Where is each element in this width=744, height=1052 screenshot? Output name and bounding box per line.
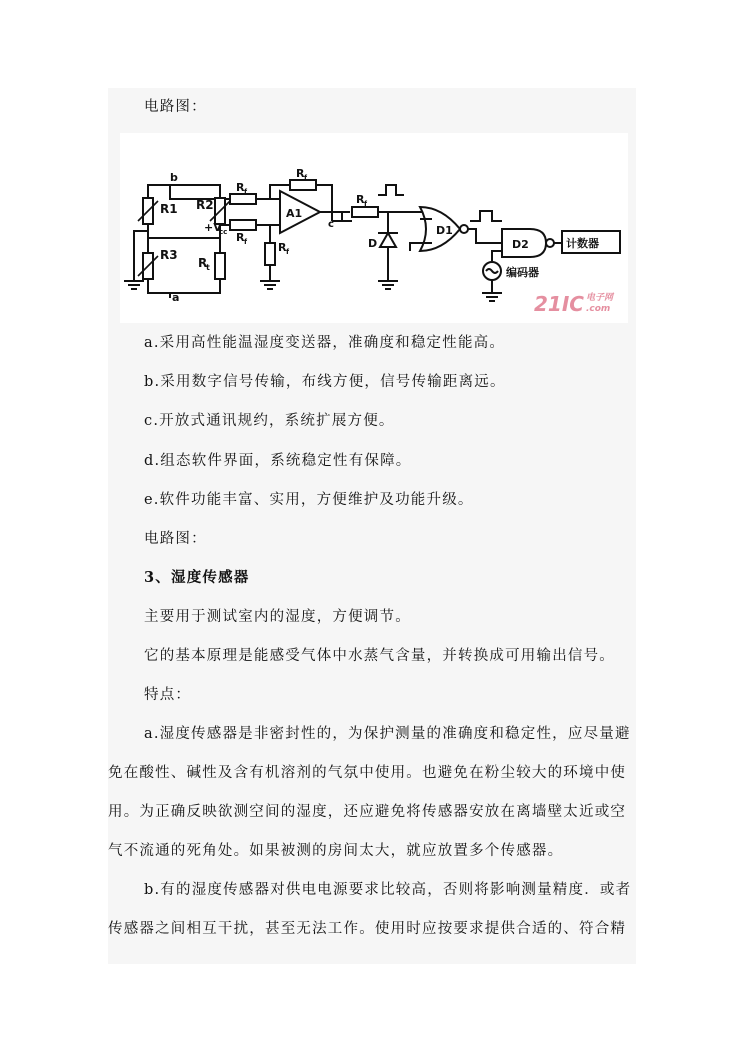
paragraph-line: a.湿度传感器是非密封性的，为保护测量的准确度和稳定性，应尽量避 (144, 726, 631, 742)
circuit-svg (120, 133, 628, 323)
label-rf-top: R (296, 167, 305, 180)
label-encoder: 编码器 (506, 266, 539, 279)
label-rt: R (198, 256, 208, 270)
paragraph-line: 用。为正确反映欲测空间的湿度，还应避免将传感器安放在离墙壁太近或空 (108, 804, 627, 820)
label-rf-left2: R (236, 231, 245, 244)
list-item: c.开放式通讯规约，系统扩展方便。 (144, 413, 395, 429)
label-rf-out: R (356, 193, 365, 206)
circuit-diagram (120, 133, 628, 323)
intro-line: 主要用于测试室内的湿度，方便调节。 (144, 609, 411, 625)
label-r2: R2 (196, 198, 214, 212)
label-rf-out-sub: f (364, 200, 368, 208)
intro-line: 它的基本原理是能感受气体中水蒸气含量，并转换成可用输出信号。 (144, 648, 615, 664)
label-b: b (170, 171, 178, 184)
label-d1: D1 (436, 224, 453, 237)
paragraph-line: 气不流通的死角处。如果被测的房间太大，就应放置多个传感器。 (108, 843, 564, 859)
circuit-heading: 电路图： (144, 99, 207, 115)
label-rf-left2-sub: f (244, 238, 248, 246)
paragraph-line: b.有的湿度传感器对供电电源要求比较高，否则将影响测量精度．或者 (144, 882, 632, 898)
label-rt-sub: t (206, 263, 210, 272)
paragraph-line: 免在酸性、碱性及含有机溶剂的气氛中使用。也避免在粉尘较大的环境中使 (108, 765, 627, 781)
watermark-sub: 电子网 (586, 293, 614, 303)
label-vcc: +V (204, 221, 222, 234)
features-label: 特点： (144, 687, 192, 703)
paragraph-line: 传感器之间相互干扰，甚至无法工作。使用时应按要求提供合适的、符合精 (108, 921, 627, 937)
list-item: d.组态软件界面，系统稳定性有保障。 (144, 453, 412, 469)
label-c: c (328, 219, 334, 230)
list-item: a.采用高性能温湿度变送器，准确度和稳定性能高。 (144, 335, 506, 351)
label-rf-gnd: R (278, 241, 287, 254)
label-rf-gnd-sub: f (286, 248, 290, 256)
label-a1: A1 (286, 207, 303, 220)
label-counter: 计数器 (566, 237, 599, 250)
label-d2: D2 (512, 238, 529, 251)
list-item: b.采用数字信号传输，布线方便，信号传输距离远。 (144, 374, 506, 390)
watermark-logo: 21IC (534, 292, 584, 316)
label-r1: R1 (160, 202, 178, 216)
label-vcc-sub: cc (219, 228, 228, 236)
label-a: a (172, 291, 180, 304)
section-title: 3、湿度传感器 (144, 569, 250, 586)
list-item: e.软件功能丰富、实用，方便维护及功能升级。 (144, 492, 474, 508)
label-rf-left1-sub: f (244, 188, 248, 196)
circuit-heading-2: 电路图： (144, 531, 207, 547)
label-rf-left1: R (236, 181, 245, 194)
label-rf-top-sub: f (304, 174, 308, 182)
watermark-domain: .com (586, 304, 611, 314)
label-r3: R3 (160, 248, 178, 262)
label-d: D (368, 237, 378, 250)
